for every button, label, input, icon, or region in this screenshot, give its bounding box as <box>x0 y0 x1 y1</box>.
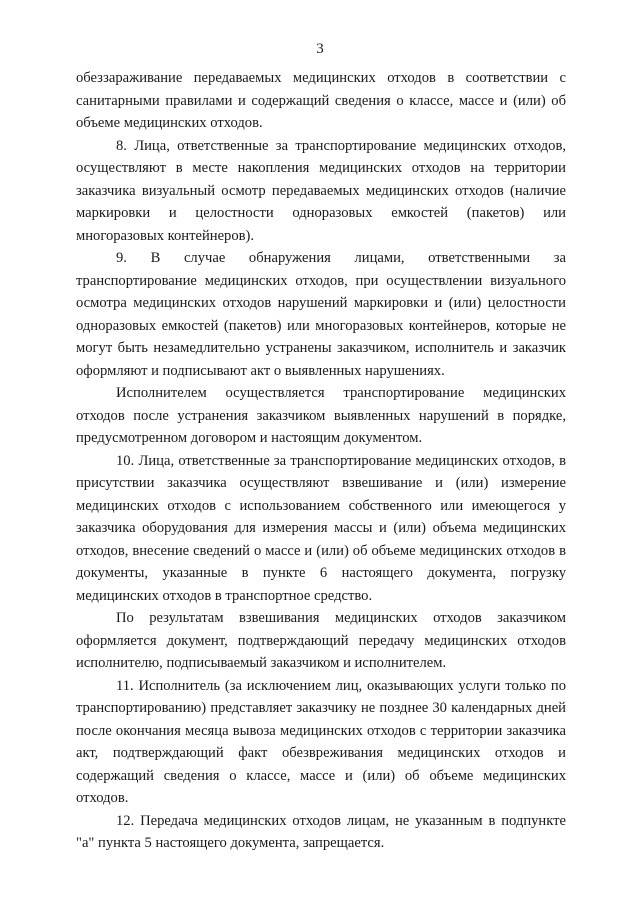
paragraph-item-10: 10. Лица, ответственные за транспортирование медицинских отходов, в присутствии заказчика осуществляют взвешивание и (или) измерение медицинских отходов с использованием собственного или имеющегося у заказчика оборудования для измерения массы и (или) объема медицинских отходов, внесение сведений о массе и (или) об объеме медицинских отходов в документы, указанные в пункте 6 настоящего документа, погрузку медицинских отходов в транспортное средство. <box>76 452 566 604</box>
paragraph-item-9-addendum: Исполнителем осуществляется транспортирование медицинских отходов после устранения заказчиком выявленных нарушений в порядке, предусмотренном договором и настоящим документом. <box>76 385 566 446</box>
paragraph-item-8: 8. Лица, ответственные за транспортирование медицинских отходов, осуществляют в месте накопления медицинских отходов на территории заказчика визуальный осмотр передаваемых медицинских отходов (наличие маркировки и целостности одноразовых емкостей (пакетов) или многоразовых контейнеров). <box>76 137 566 244</box>
paragraph-item-9: 9. В случае обнаружения лицами, ответственными за транспортирование медицинских отходов, при осуществлении визуального осмотра медицинских отходов нарушений маркировки и (или) целостности одноразовых емкостей (пакетов) или многоразовых контейнеров, которые не могут быть незамедлительно устранены заказчиком, исполнитель и заказчик оформляют и подписывают акт о выявленных нарушениях. <box>76 250 566 379</box>
page-number: 3 <box>316 41 324 57</box>
paragraph-item-10-addendum: По результатам взвешивания медицинских отходов заказчиком оформляется документ, подтверждающий передачу медицинских отходов исполнителю, подписываемый заказчиком и исполнителем. <box>76 610 566 671</box>
paragraph-item-12: 12. Передача медицинских отходов лицам, не указанным в подпункте "а" пункта 5 настоящего документа, запрещается. <box>76 812 566 851</box>
paragraph-item-11: 11. Исполнитель (за исключением лиц, оказывающих услуги только по транспортированию) представляет заказчику не позднее 30 календарных дней после окончания месяца вывоза медицинских отходов с территории заказчика акт, подтверждающий факт обезвреживания медицинских отходов и содержащий сведения о классе, массе и (или) об объеме медицинских отходов. <box>76 677 566 806</box>
paragraph-continuation: обеззараживание передаваемых медицинских отходов в соответствии с санитарными правилами и содержащий сведения о классе, массе и (или) об объеме медицинских отходов. <box>76 70 566 131</box>
document-body <box>76 67 566 855</box>
